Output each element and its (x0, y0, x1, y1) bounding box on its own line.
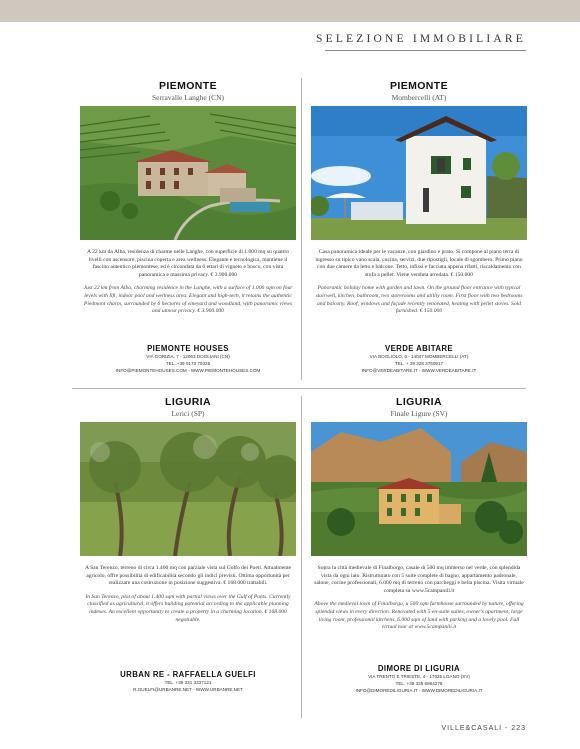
listing-liguria-lerici (80, 396, 296, 624)
agency-name: DIMORE DI LIGURIA (377, 664, 461, 673)
description-it: A San Terenzo, terreno di circa 1.400 mq con parziale vista sul Golfo dei Poeti. Attualmente agricolo, offre possibilità di edificabilità secondo gli indici previsti. Ottima opportunità per realizzare una costruzione in posizione suggestiva. € 168.000 trattabili. (84, 565, 292, 587)
agency-address: VIA BOGLIOLO, 6 - 14047 MOMBERCELLI (AT) (369, 354, 469, 359)
listing-liguria-finale (311, 396, 527, 632)
white-house-garden-photo (311, 106, 527, 240)
column-divider-top (301, 78, 302, 380)
description-it: Casa panoramica ideale per le vacanze, con giardino e prato. Si compone al piano terra di ingresso su tipico vano scala, cucina, servizi, due ripostigli, locale di sgombero. Primo piano con due camere da letto e balcone. Tetto, infissi e facciata appena rifatti, riscaldamento con stufa a pellet. Viene venduta arredata. € 150.000 (315, 249, 523, 278)
olive-grove-photo (80, 422, 296, 556)
description-it: A 22 km da Alba, residenza di charme nelle Langhe, con superficie di 1.000 mq su quattro livelli con ascensore, piscina coperta e area wellness. Elegante e tecnologica, mantiene il fascino autentico piemontese, ed è circondata da 6 ettari di vigneto e bosco, con vista panoramica e massima privacy. € 3.900.000 (86, 249, 290, 278)
agency-block-3 (80, 670, 296, 693)
agency-block-2 (311, 344, 527, 374)
region-title: PIEMONTE (158, 80, 218, 92)
region-title: PIEMONTE (389, 80, 449, 92)
description-en: Above the medieval town of Finalborgo, a 500 sqm farmhouse surrounded by nature, offering splendid views in every direction. Renovated with 5 en-suite suites, owner's apartment, large living room, professional kitchens, 6.000 sqm of land with parking and a lovely pool. Full virtual tour at www.5campanili.it (314, 601, 524, 631)
town-name: Serravalle Langhe (CN) (151, 93, 225, 102)
farmhouse-cliffs-photo (311, 422, 527, 556)
page-footer: VILLE&CASALI - 223 (441, 725, 526, 732)
description-it: Sopra la città medievale di Finalborgo, casale di 500 mq immerso nel verde, con splendida vista da ogni lato. Ristrutturato con 5 suite complete di bagno, appartamento padronale, salone, cucine professionali, 6.000 mq di terreno con parcheggi e bella piscina. Visita virtuale completa su www.5campanili.it (314, 565, 524, 594)
agency-phone: TEL. +39 0173 70325 (165, 361, 211, 366)
town-name: Mombercelli (AT) (391, 93, 447, 102)
header-rule (325, 50, 526, 51)
town-name: Finale Ligure (SV) (390, 409, 448, 418)
agency-address: VIA TRENTO E TRIESTE, 4 - 17025 LOANO (SV) (368, 674, 470, 679)
region-title: LIGURIA (396, 396, 442, 408)
description-en: Panoramic holiday home with garden and lawn. On the ground floor entrance with typical stairwell, kitchen, bathroom, two storerooms and utility room. First floor with two bedrooms and balcony. Roof, windows and façade recently renovated, heating with pellet stoves. Sold furnished. € 150.000 (315, 285, 523, 315)
description-en: In San Terenzo, plot of about 1.400 sqm with partial views over the Gulf of Poets. Currently classified as agricultural, it offers building potential according to the applicable planning indexes. An excellent opportunity to create a property in a charming location. € 168.000 negotiable. (85, 593, 291, 623)
description-en: Just 22 km from Alba, charming residence in the Langhe, with a surface of 1.000 sqm on four levels with lift, indoor pool and wellness area. Elegant and high-tech, it retains the authentic Piedmont charm, surrounded by 6 hectares of vineyard and woodland, with panoramic views and utmost privacy. € 3.900.000 (83, 285, 293, 315)
agency-contact[interactable]: INFO@VERDEABITARE.IT - WWW.VERDEABITARE.IT (361, 368, 477, 373)
agency-phone: TEL. + 39 328 3750917 (394, 361, 444, 366)
agency-contact[interactable]: INFO@DIMOREDILIGURIA.IT - WWW.DIMOREDILIGURIA.IT (355, 688, 483, 693)
agency-phone: TEL. +39 331 3337121 (164, 680, 212, 685)
listing-piemonte-mombercelli (311, 80, 527, 316)
column-divider-bottom (301, 396, 302, 718)
agency-contact[interactable]: R.GUELFI@URBANRE.NET - WWW.URBANRE.NET (133, 687, 243, 692)
section-title: SELEZIONE IMMOBILIARE (316, 33, 526, 45)
top-color-band (0, 0, 580, 22)
listing-piemonte-serravalle (80, 80, 296, 316)
agency-block-1 (80, 344, 296, 374)
agency-name: URBAN RE - RAFFAELLA GUELFI (120, 670, 256, 679)
region-title: LIGURIA (165, 396, 211, 408)
agency-phone: TEL. +39 335 6864278 (395, 681, 443, 686)
agency-name: PIEMONTE HOUSES (147, 344, 229, 353)
row-divider (72, 388, 526, 389)
agency-name: VERDE ABITARE (384, 344, 453, 353)
agency-contact[interactable]: INFO@PIEMONTEHOUSES.COM - WWW.PIEMONTEHOUSES.COM (115, 368, 261, 373)
vineyard-villa-photo (80, 106, 296, 240)
agency-address: VIA GORIZIA, 7 - 12063 DOGLIANI (CN) (146, 354, 230, 359)
town-name: Lerici (SP) (171, 409, 205, 418)
agency-block-4 (311, 664, 527, 694)
